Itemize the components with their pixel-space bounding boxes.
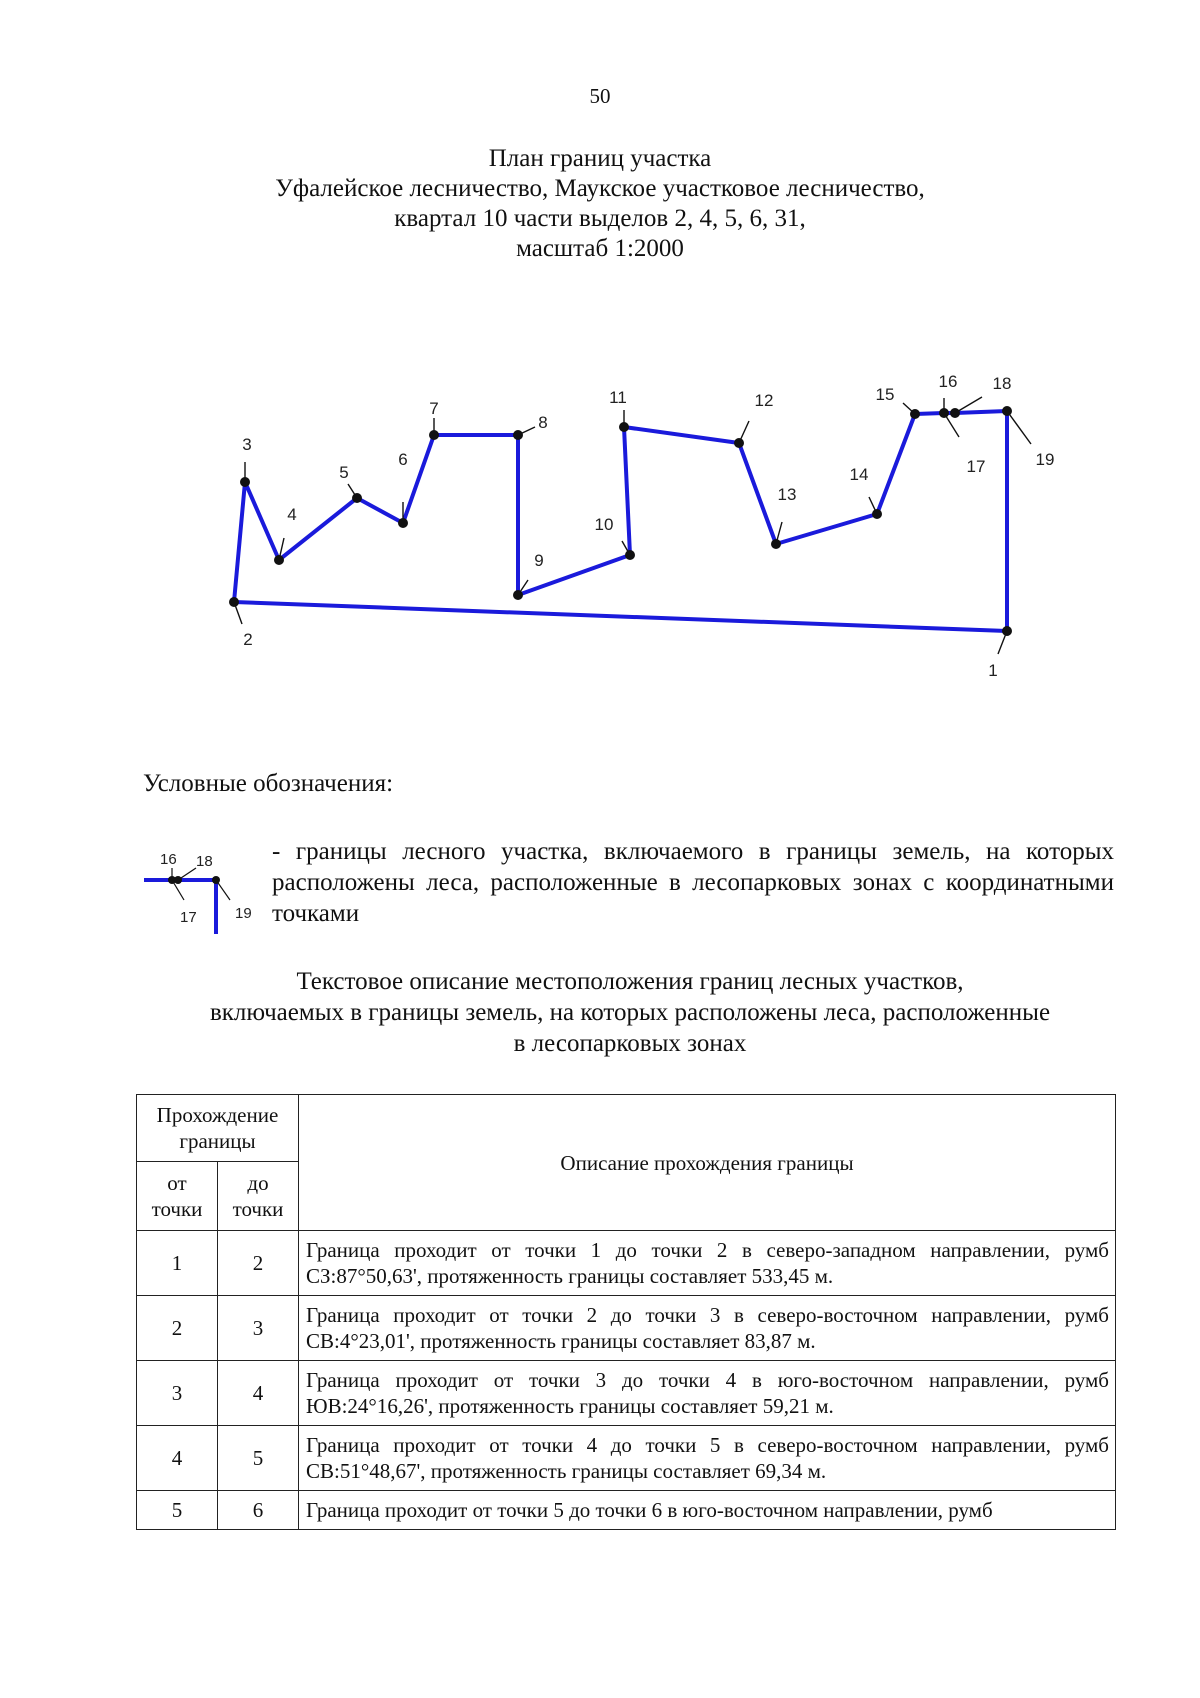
point-16 — [939, 408, 949, 418]
point-label: 18 — [992, 374, 1012, 393]
point-1 — [1002, 626, 1012, 636]
point-label: 3 — [242, 435, 252, 454]
header-from: от точки — [137, 1162, 218, 1231]
legend-label: 17 — [180, 909, 197, 926]
header-to: до точки — [218, 1162, 299, 1231]
point-label: 15 — [875, 385, 895, 404]
point-label: 7 — [429, 399, 439, 418]
table-row — [137, 1231, 1116, 1296]
point-labels — [242, 372, 1054, 680]
boundary-points — [229, 406, 1012, 636]
point-3 — [240, 477, 250, 487]
point-label: 17 — [966, 457, 986, 476]
point-6 — [398, 518, 408, 528]
point-label: 5 — [339, 463, 349, 482]
cell-to: 4 — [218, 1361, 299, 1426]
cell-description: Граница проходит от точки 4 до точки 5 в северо-восточном направлении, румб СВ:51°48,67', протяженность границы составляет 69,34 м. — [299, 1426, 1116, 1491]
point-label: 8 — [538, 413, 548, 432]
boundary-line — [234, 411, 1007, 631]
cell-from: 5 — [137, 1491, 218, 1530]
point-19 — [1002, 406, 1012, 416]
table-row — [137, 1426, 1116, 1491]
cell-description: Граница проходит от точки 5 до точки 6 в юго-восточном направлении, румб — [299, 1491, 1116, 1530]
point-label: 13 — [777, 485, 797, 504]
point-label: 19 — [1035, 450, 1055, 469]
cell-description: Граница проходит от точки 1 до точки 2 в северо-западном направлении, румб СЗ:87°50,63', протяженность границы составляет 533,45 м. — [299, 1231, 1116, 1296]
point-2 — [229, 597, 239, 607]
point-label: 4 — [287, 505, 297, 524]
point-label: 14 — [849, 465, 869, 484]
legend-boundary-icon — [140, 838, 260, 934]
point-label: 2 — [243, 630, 253, 649]
cell-to: 2 — [218, 1231, 299, 1296]
table-row — [137, 1296, 1116, 1361]
title-line-3: квартал 10 части выделов 2, 4, 5, 6, 31, — [394, 205, 806, 232]
point-label: 16 — [938, 372, 958, 391]
title-line-2: Уфалейское лесничество, Маукское участковое лесничество, — [275, 175, 925, 202]
point-18 — [950, 408, 960, 418]
legend-title: Условные обозначения: — [143, 770, 394, 797]
cell-to: 5 — [218, 1426, 299, 1491]
legend-description: - границы лесного участка, включаемого в границы земель, на которых расположены леса, расположенные в лесопарковых зонах с координатными точками — [272, 838, 1114, 927]
description-title-line-2: включаемых в границы земель, на которых расположены леса, расположенные — [209, 999, 1051, 1026]
description-title-line-1: Текстовое описание местоположения границ лесных участков, — [296, 968, 964, 995]
legend-label: 18 — [196, 853, 213, 870]
plan-title — [0, 144, 1200, 264]
header-passage: Прохождение границы — [137, 1095, 299, 1162]
point-8 — [513, 430, 523, 440]
cell-from: 4 — [137, 1426, 218, 1491]
boundary-plan — [0, 360, 1200, 700]
table-row — [137, 1361, 1116, 1426]
point-7 — [429, 430, 439, 440]
cell-to: 3 — [218, 1296, 299, 1361]
point-label: 12 — [754, 391, 774, 410]
point-label: 6 — [398, 450, 408, 469]
table-row — [137, 1491, 1116, 1530]
point-14 — [872, 509, 882, 519]
header-description: Описание прохождения границы — [299, 1095, 1116, 1231]
point-4 — [274, 555, 284, 565]
point-13 — [771, 539, 781, 549]
cell-to: 6 — [218, 1491, 299, 1530]
point-label: 11 — [609, 388, 627, 407]
description-title — [0, 966, 1200, 1059]
legend-label: 19 — [235, 905, 252, 922]
cell-from: 3 — [137, 1361, 218, 1426]
point-12 — [734, 438, 744, 448]
title-line-4: масштаб 1:2000 — [516, 235, 684, 262]
description-title-line-3: в лесопарковых зонах — [513, 1030, 747, 1057]
boundary-table — [136, 1094, 1116, 1530]
page-number: 50 — [589, 84, 611, 108]
cell-description: Граница проходит от точки 2 до точки 3 в северо-восточном направлении, румб СВ:4°23,01', протяженность границы составляет 83,87 м. — [299, 1296, 1116, 1361]
point-10 — [625, 550, 635, 560]
point-11 — [619, 422, 629, 432]
legend-label: 16 — [160, 851, 177, 868]
point-label: 10 — [594, 515, 614, 534]
point-label: 1 — [988, 661, 998, 680]
cell-from: 1 — [137, 1231, 218, 1296]
cell-from: 2 — [137, 1296, 218, 1361]
point-15 — [910, 409, 920, 419]
point-label: 9 — [534, 551, 544, 570]
cell-description: Граница проходит от точки 3 до точки 4 в юго-восточном направлении, румб ЮВ:24°16,26', протяженность границы составляет 59,21 м. — [299, 1361, 1116, 1426]
point-5 — [352, 493, 362, 503]
point-9 — [513, 590, 523, 600]
title-line-1: План границ участка — [488, 145, 712, 172]
